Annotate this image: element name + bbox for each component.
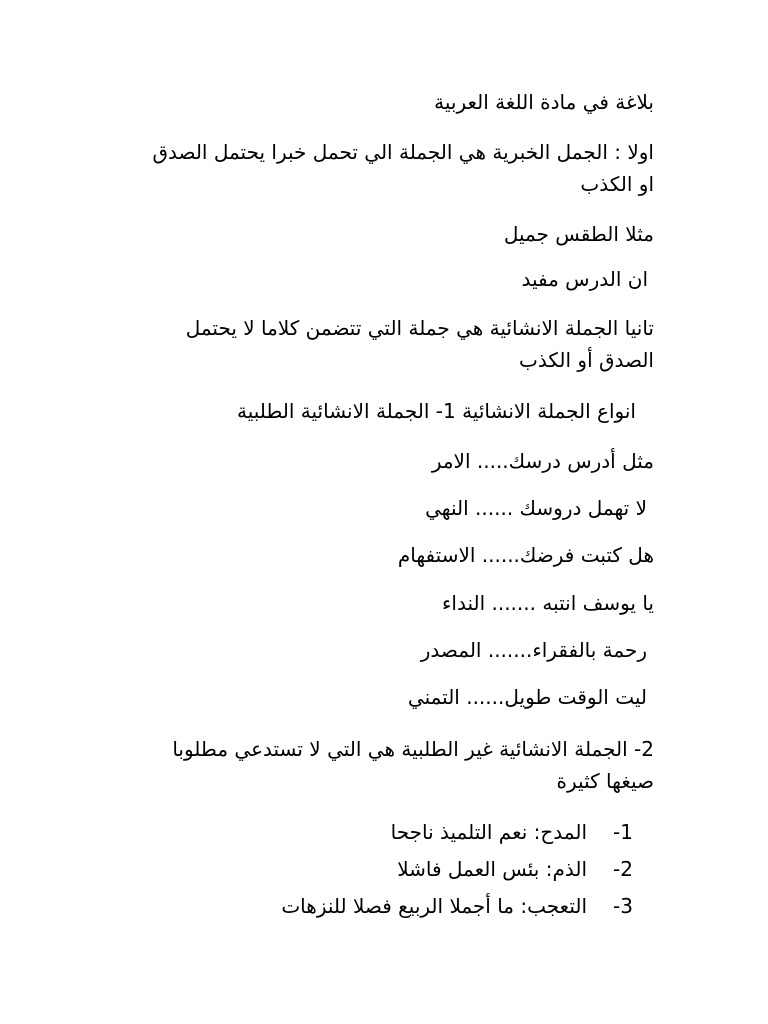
paragraph-ghayr-talabiya: 2- الجملة الانشائية غير الطلبية هي التي لا تستدعي مطلوبا صيغها كثيرة <box>172 737 654 793</box>
list-item-text: الذم: بئس العمل فاشلا <box>397 857 587 881</box>
list-item <box>281 814 633 851</box>
types-heading: انواع الجملة الانشائية 1- الجملة الانشائية الطلبية <box>236 399 636 423</box>
list-item-text: المدح: نعم التلميذ ناجحا <box>390 820 587 844</box>
example-tamanni: ليت الوقت طويل...... التمني <box>407 685 647 709</box>
list-item-number: -3 <box>613 894 633 918</box>
example-masdar: رحمة بالفقراء....... المصدر <box>420 638 647 662</box>
example-weather: مثلا الطقس جميل <box>503 222 654 246</box>
example-amr: مثل أدرس درسك..... الامر <box>431 449 654 473</box>
example-lesson: ان الدرس مفيد <box>521 267 648 291</box>
example-nida: يا يوسف انتبه ....... النداء <box>441 591 654 615</box>
ghayr-talabiya-list <box>281 814 633 925</box>
example-istifham: هل كتبت فرضك...... الاستفهام <box>397 543 654 567</box>
paragraph-inshaiya: تانيا الجملة الانشائية هي جملة التي تتضمن كلاما لا يحتمل الصدق أو الكذب <box>185 316 654 372</box>
list-item-number: -1 <box>613 820 633 844</box>
list-item <box>281 888 633 925</box>
list-item-number: -2 <box>613 857 633 881</box>
list-item <box>281 851 633 888</box>
document-title: بلاغة في مادة اللغة العربية <box>434 90 654 114</box>
list-item-text: التعجب: ما أجملا الربيع فصلا للنزهات <box>281 894 587 918</box>
example-nahy: لا تهمل دروسك ...... النهي <box>425 496 647 520</box>
paragraph-khabariya: اولا : الجمل الخبرية هي الجملة الي تحمل خبرا يحتمل الصدق او الكذب <box>152 140 654 196</box>
